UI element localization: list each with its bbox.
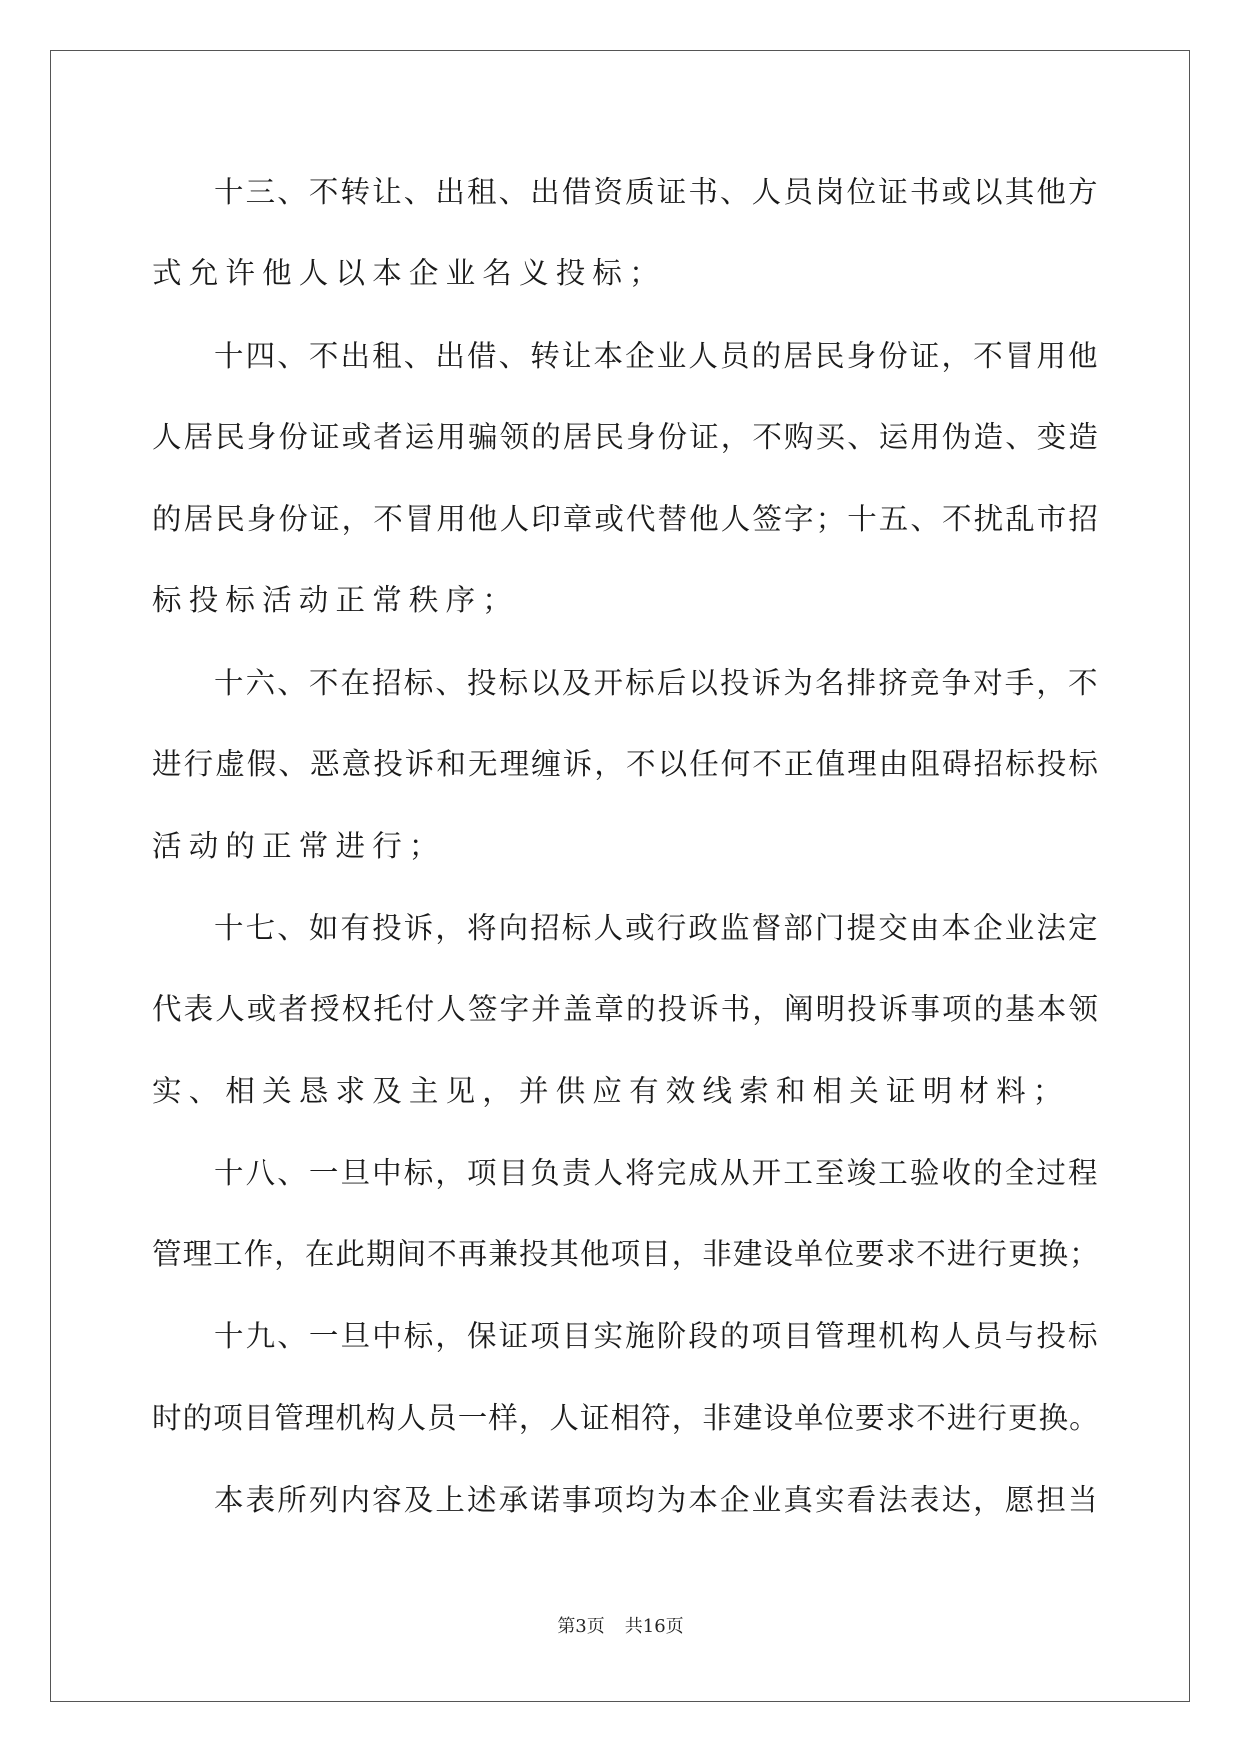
page-border xyxy=(50,50,1190,1702)
page-footer xyxy=(0,1612,1241,1638)
text-line: 的居民身份证，不冒用他人印章或代替他人签字；十五、不扰乱市招 xyxy=(152,502,1101,536)
text-line: 十八、一旦中标，项目负责人将完成从开工至竣工验收的全过程 xyxy=(214,1156,1100,1190)
text-line: 代表人或者授权托付人签字并盖章的投诉书，阐明投诉事项的基本领 xyxy=(152,992,1101,1026)
text-line: 十七、如有投诉，将向招标人或行政监督部门提交由本企业法定 xyxy=(214,911,1100,945)
text-line: 进行虚假、恶意投诉和无理缠诉，不以任何不正值理由阻碍招标投标 xyxy=(152,747,1101,781)
text-line: 十六、不在招标、投标以及开标后以投诉为名排挤竞争对手，不 xyxy=(214,666,1100,700)
text-line: 十九、一旦中标，保证项目实施阶段的项目管理机构人员与投标 xyxy=(214,1319,1100,1353)
text-line: 十三、不转让、出租、出借资质证书、人员岗位证书或以其他方 xyxy=(214,175,1100,209)
text-line: 时的项目管理机构人员一样，人证相符，非建设单位要求不进行更换。 xyxy=(152,1401,1100,1435)
text-line: 管理工作，在此期间不再兼投其他项目，非建设单位要求不进行更换； xyxy=(152,1237,1100,1271)
page-number: 第3页 xyxy=(557,1616,605,1637)
text-line: 十四、不出租、出借、转让本企业人员的居民身份证，不冒用他 xyxy=(214,339,1100,373)
text-line: 人居民身份证或者运用骗领的居民身份证，不购买、运用伪造、变造 xyxy=(152,420,1101,454)
text-line: 式允许他人以本企业名义投标； xyxy=(152,256,666,290)
text-line: 实、相关恳求及主见，并供应有效线索和相关证明材料； xyxy=(152,1074,1070,1108)
text-line: 本表所列内容及上述承诺事项均为本企业真实看法表达，愿担当 xyxy=(214,1483,1100,1517)
page-total: 共16页 xyxy=(624,1616,684,1637)
text-line: 活动的正常进行； xyxy=(152,829,446,863)
text-line: 标投标活动正常秩序； xyxy=(152,583,520,617)
